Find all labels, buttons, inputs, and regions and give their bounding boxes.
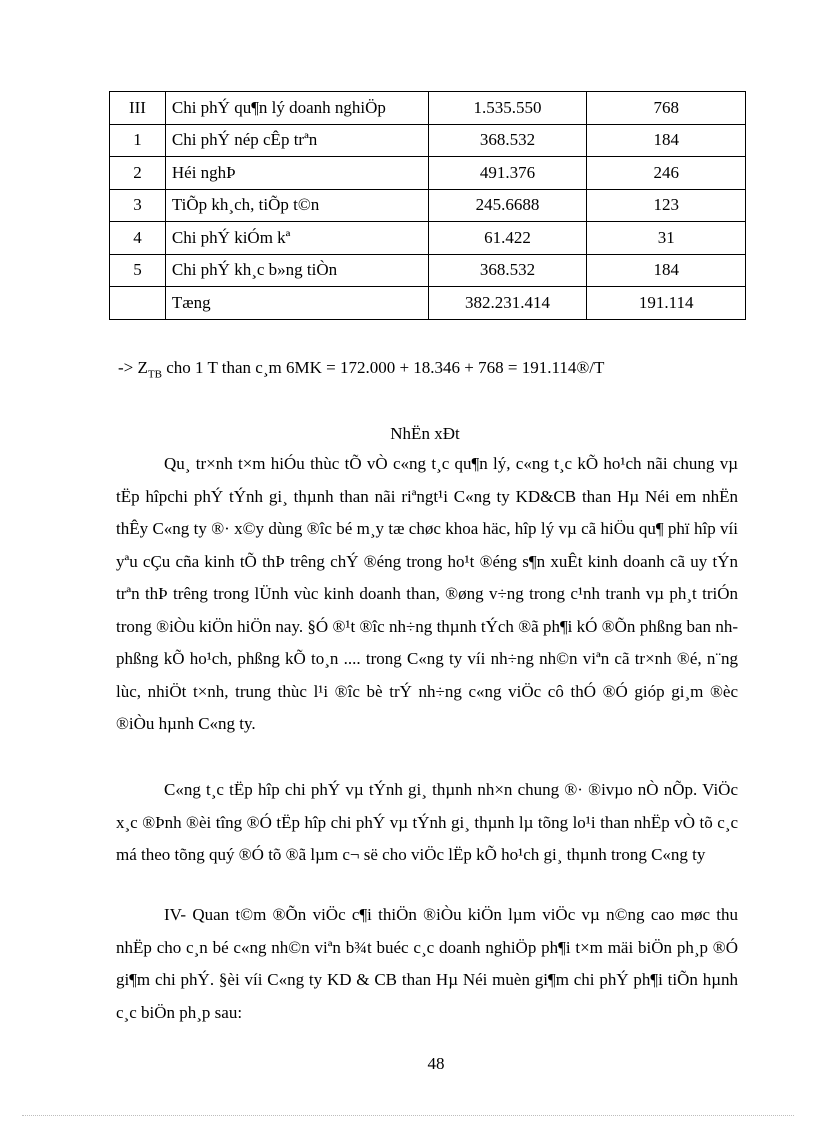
row-item-name: Chi phÝ kiÓm kª: [165, 222, 428, 255]
row-number: 3: [110, 189, 166, 222]
row-item-name: Chi phÝ nép cÊp trªn: [165, 124, 428, 157]
paragraph-3: IV- Quan t©m ®Õn viÖc c¶i thiÖn ®iÒu kiÖn lµm viÖc vµ n©ng cao møc thu nhËp cho c¸n bé c«ng nh©n viªn b¾t buéc c¸c doanh nghiÖp ph¶i t×m mäi biÖn ph¸p ®Ó gi¶m chi phÝ. §èi víi C«ng ty KD & CB than Hµ Néi muèn gi¶m chi phÝ ph¶i tiÕn hµnh c¸c biÖn ph¸p sau:: [116, 905, 738, 1022]
formula-subscript: TB: [147, 368, 162, 381]
row-per-ton: 31: [587, 222, 746, 255]
row-per-ton: 768: [587, 92, 746, 125]
row-number: III: [110, 92, 166, 125]
table-row: [110, 124, 746, 157]
row-number: 4: [110, 222, 166, 255]
row-per-ton: 246: [587, 157, 746, 190]
row-total: 368.532: [428, 124, 587, 157]
page-number: 48: [427, 1054, 445, 1073]
row-item-name: Tæng: [165, 287, 428, 320]
row-total: 1.535.550: [428, 92, 587, 125]
cost-formula: [118, 358, 604, 380]
table-row: [110, 157, 746, 190]
row-total: 61.422: [428, 222, 587, 255]
row-total: 491.376: [428, 157, 587, 190]
row-item-name: Chi phÝ kh¸c b»ng tiÒn: [165, 254, 428, 287]
row-item-name: Chi phÝ qu¶n lý doanh nghiÖp: [165, 92, 428, 125]
row-total: 245.6688: [428, 189, 587, 222]
table-row: [110, 92, 746, 125]
cost-table: [109, 91, 746, 320]
row-item-name: Héi nghÞ: [165, 157, 428, 190]
table-total-row: [110, 287, 746, 320]
row-per-ton: 184: [587, 124, 746, 157]
paragraph-1: Qu¸ tr×nh t×m hiÓu thùc tÕ vÒ c«ng t¸c qu¶n lý, c«ng t¸c kÕ ho¹ch nãi chung vµ tËp hîpchi phÝ tÝnh gi¸ thµnh than nãi riªngt¹i C«ng ty KD&CB than Hµ Néi em nhËn thÊy C«ng ty ®· x©y dùng ®îc bé m¸y tæ chøc khoa häc, hîp lý vµ cã hiÖu qu¶ phï hîp víi yªu cÇu cña kinh tÕ thÞ trêng chÝ ®éng trong ho¹t ®éng s¶n xuÊt kinh doanh cã uy tÝn trªn thÞ trêng trong lÜnh vùc kinh doanh than, ®øng v÷ng trong c¹nh tranh vµ ph¸t triÓn trong ®iÒu kiÖn hiÖn nay. §Ó ®¹t ®îc nh÷ng thµnh tÝch ®ã ph¶i kÓ ®Õn phßng ban nh phßng kÕ ho¹ch, phßng kÕ to¸n .... trong C«ng ty víi nh÷ng nh©n viªn cã tr×nh ®é, n¨ng lùc, nhiÖt t×nh, trung thùc l¹i ®îc bè trÝ nh÷ng c«ng viÖc cô thÓ ®Ó gióp gi¸m ®èc ®iÒu hµnh C«ng ty.: [116, 454, 738, 733]
row-per-ton: 191.114: [587, 287, 746, 320]
row-per-ton: 123: [587, 189, 746, 222]
row-total: 382.231.414: [428, 287, 587, 320]
row-number: [110, 287, 166, 320]
table-row: [110, 254, 746, 287]
row-per-ton: 184: [587, 254, 746, 287]
row-number: 1: [110, 124, 166, 157]
row-number: 2: [110, 157, 166, 190]
table-row: [110, 189, 746, 222]
row-number: 5: [110, 254, 166, 287]
paragraph-2: C«ng t¸c tËp hîp chi phÝ vµ tÝnh gi¸ thµnh nh×n chung ®· ®ivµo nÒ nÕp. ViÖc x¸c ®Þnh ®èi tîng ®Ó tËp hîp chi phÝ vµ tÝnh gi¸ thµnh lµ tõng lo¹i than nhËp vÒ tõ c¸c má theo tõng quý ®Ó tõ ®ã lµm c¬ së cho viÖc lËp kÕ ho¹ch gi¸ thµnh trong C«ng ty: [116, 780, 738, 864]
formula-prefix: -> Z: [118, 358, 148, 377]
row-item-name: TiÕp kh¸ch, tiÕp t©n: [165, 189, 428, 222]
page-bottom-divider: [22, 1115, 794, 1116]
formula-text: cho 1 T than c¸m 6MK = 172.000 + 18.346 + 768 = 191.114®/T: [161, 358, 605, 377]
section-heading: NhËn xÐt: [390, 424, 460, 443]
row-total: 368.532: [428, 254, 587, 287]
table-row: [110, 222, 746, 255]
